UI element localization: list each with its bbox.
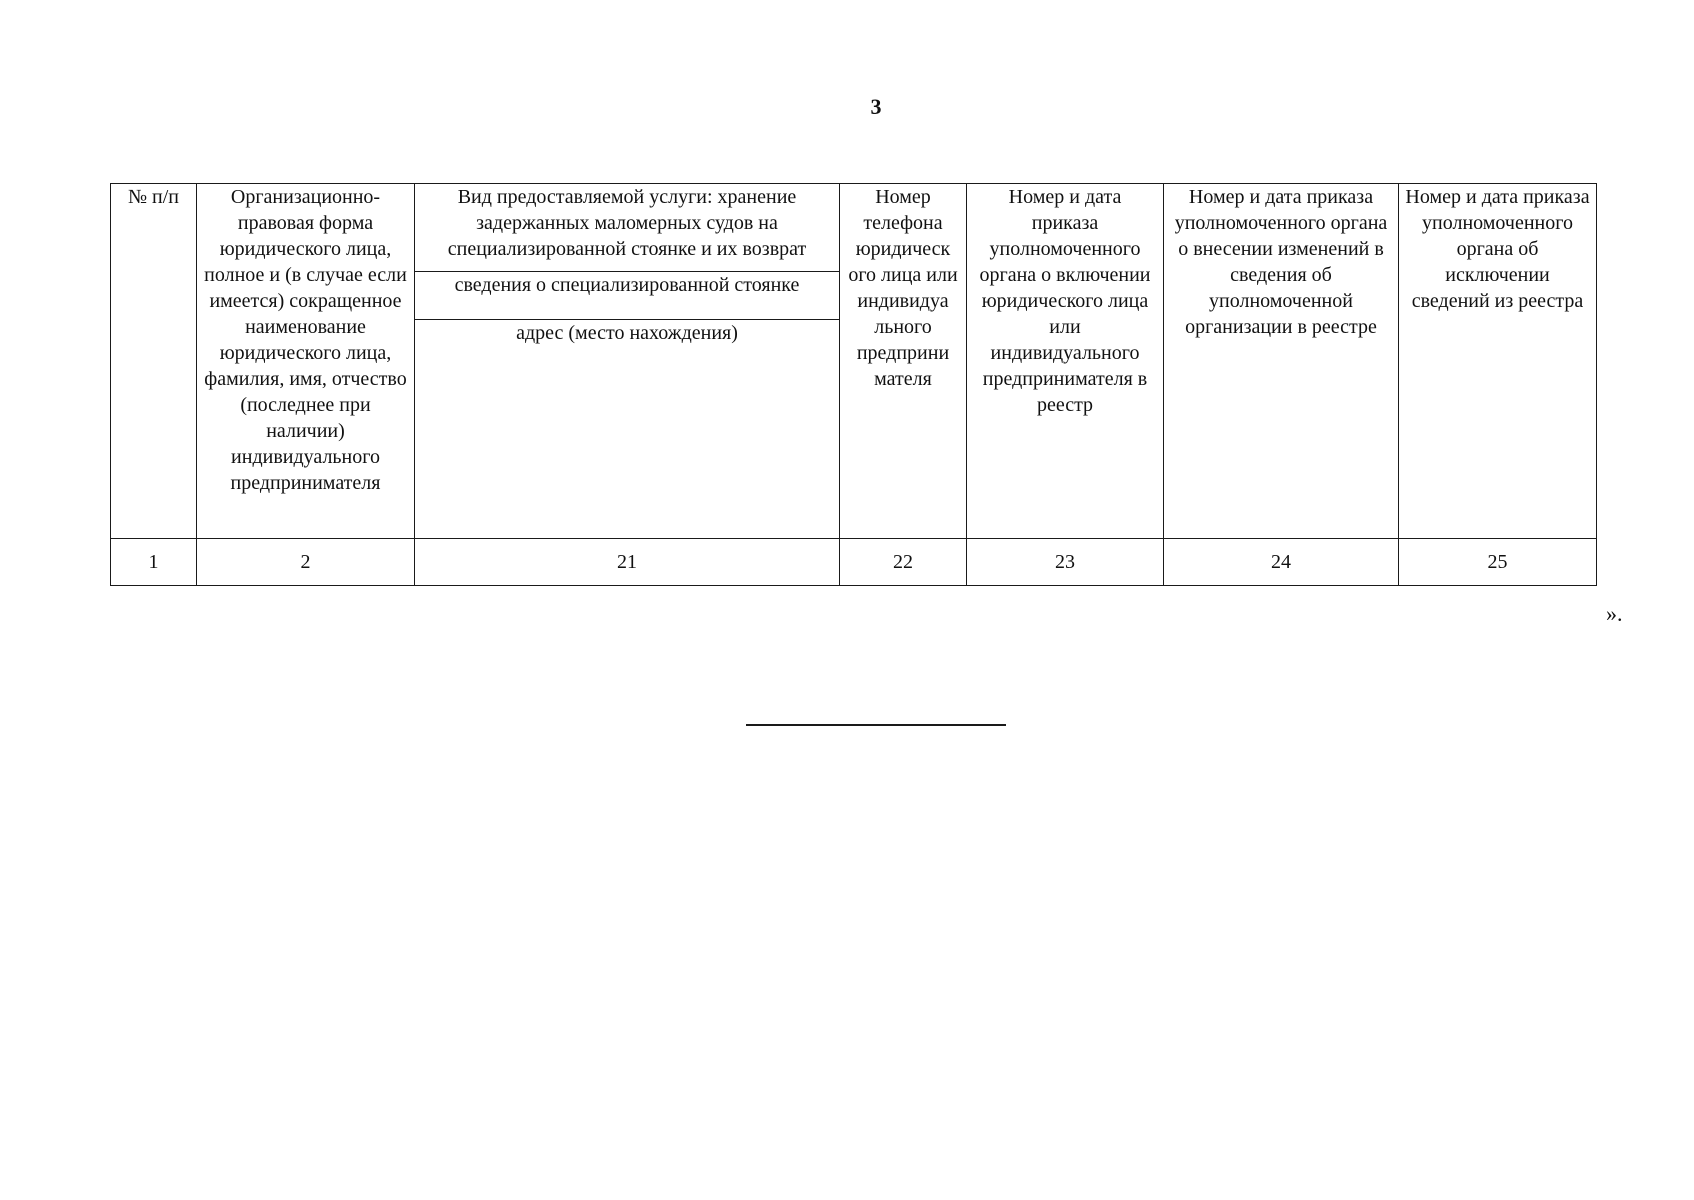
column-number: 22: [840, 539, 967, 586]
header-org-form: Организационно-правовая форма юридического лица, полное и (в случае если имеется) сокращенное наименование юридического лица, фамилия, имя, отчество (последнее при наличии) индивидуального предпринимателя: [197, 184, 415, 539]
column-number: 25: [1399, 539, 1597, 586]
header-row-1: [111, 184, 1597, 272]
header-inclusion-order: Номер и дата приказа уполномоченного органа о включении юридического лица или индивидуального предпринимателя в реестр: [967, 184, 1164, 539]
header-change-order: Номер и дата приказа уполномоченного органа о внесении изменений в сведения об уполномоченной организации в реестре: [1164, 184, 1399, 539]
page-number: 3: [870, 94, 882, 119]
header-exclusion-order: Номер и дата приказа уполномоченного органа об исключении сведений из реестра: [1399, 184, 1597, 539]
column-number: 2: [197, 539, 415, 586]
header-parking-info: сведения о специализированной стоянке: [415, 272, 840, 320]
column-number: 23: [967, 539, 1164, 586]
end-divider: [746, 724, 1006, 726]
header-address: адрес (место нахождения): [415, 320, 840, 539]
closing-quote: ».: [1606, 601, 1623, 626]
header-service-type: Вид предоставляемой услуги: хранение задержанных маломерных судов на специализированной стоянке и их возврат: [415, 184, 840, 272]
registry-table: [110, 183, 1597, 586]
header-no: № п/п: [111, 184, 197, 539]
header-phone: Номер телефона юридическ ого лица или индивидуа льного предприни мателя: [840, 184, 967, 539]
column-number: 21: [415, 539, 840, 586]
column-number: 24: [1164, 539, 1399, 586]
column-number: 1: [111, 539, 197, 586]
column-numbers-row: [111, 539, 1597, 586]
